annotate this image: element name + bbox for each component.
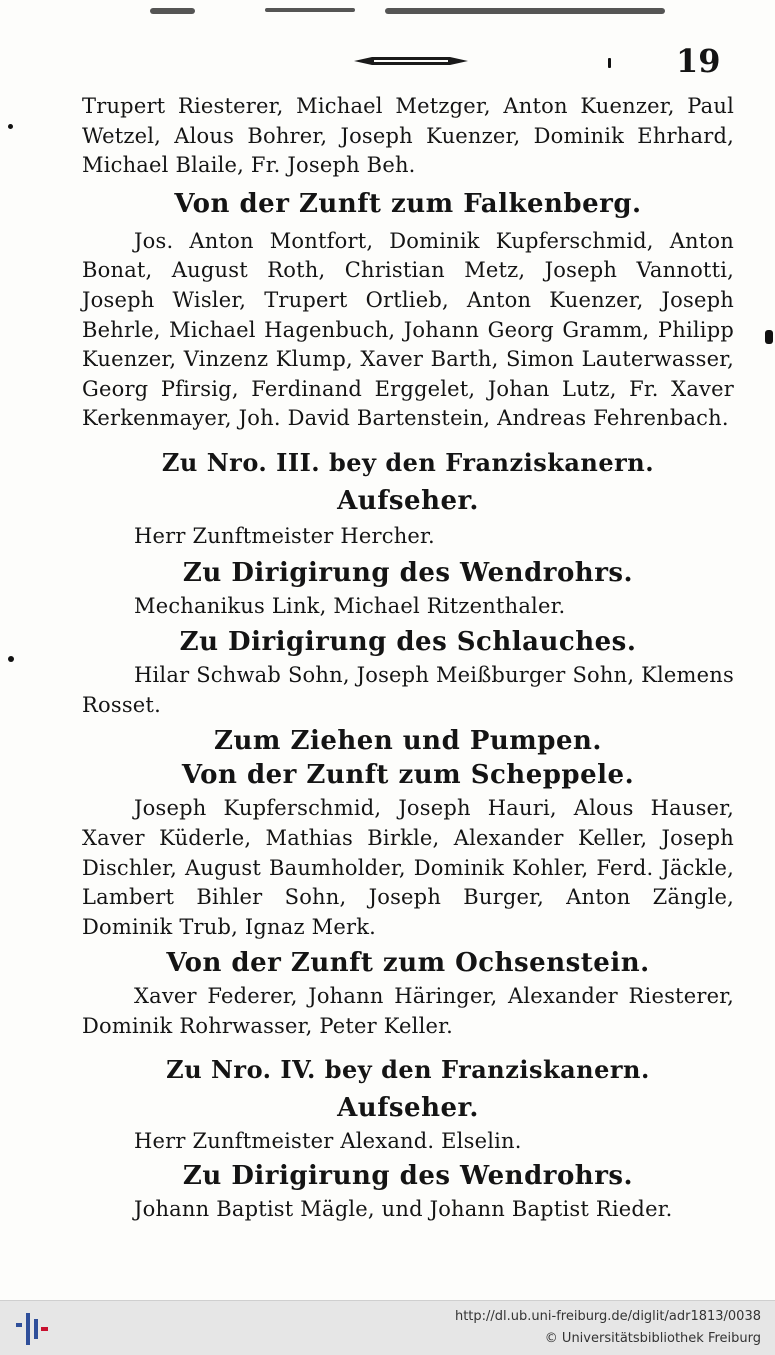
university-library-logo-icon: [12, 1309, 52, 1349]
section-heading: Zu Nro. III. bey den Franziskanern.: [161, 447, 655, 477]
ink-speck: [8, 124, 13, 129]
paragraph: Joseph Kupferschmid, Joseph Hauri, Alous Hauser, Xaver Küderle, Mathias Birkle, Alexander Keller, Joseph Dischler, August Baumholder, Dominik Kohler, Ferd. Jäckle, Lambert Bihler Sohn, Joseph Burger, Anton Zängle, Dominik Trub, Ignaz Merk.: [82, 796, 734, 939]
paragraph: Xaver Federer, Johann Häringer, Alexander Riesterer, Dominik Rohrwasser, Peter Keller.: [82, 984, 734, 1038]
paragraph: Jos. Anton Montfort, Dominik Kupferschmid, Anton Bonat, August Roth, Christian Metz, Joseph Vannotti, Joseph Wisler, Trupert Ortlieb, Anton Kuenzer, Joseph Behrle, Michael Hagenbuch, Johann Georg Gramm, Philipp Kuenzer, Vinzenz Klump, Xaver Barth, Simon Lauterwasser, Georg Pfirsig, Ferdinand Erggelet, Johan Lutz, Fr. Xaver Kerkenmayer, Joh. David Bartenstein, Andreas Fehrenbach.: [82, 228, 734, 431]
section-heading: Zum Ziehen und Pumpen.: [214, 726, 602, 757]
paragraph: Hilar Schwab Sohn, Joseph Meißburger Sohn, Klemens Rosset.: [82, 663, 734, 717]
section-heading: Aufseher.: [337, 1093, 479, 1124]
ink-speck: [765, 330, 773, 344]
source-url-link[interactable]: http://dl.ub.uni-freiburg.de/diglit/adr1813/0038: [454, 1309, 761, 1324]
header-ornament: [352, 55, 470, 67]
paragraph: Herr Zunftmeister Hercher.: [134, 523, 435, 548]
top-edge-ink: [385, 8, 665, 14]
paragraph: Mechanikus Link, Michael Ritzenthaler.: [134, 593, 566, 618]
section-heading: Aufseher.: [337, 485, 479, 516]
ink-speck: [8, 656, 14, 662]
paragraph: Trupert Riesterer, Michael Metzger, Anton Kuenzer, Paul Wetzel, Alous Bohrer, Joseph Kuenzer, Dominik Ehrhard, Michael Blaile, Fr. Joseph Beh.: [82, 94, 734, 178]
paragraph: Johann Baptist Mägle, und Johann Baptist Rieder.: [134, 1197, 673, 1222]
section-heading: Zu Dirigirung des Wendrohrs.: [182, 1161, 634, 1192]
top-edge-ink: [265, 8, 355, 12]
section-heading: Von der Zunft zum Ochsenstein.: [166, 948, 650, 979]
section-heading: Zu Nro. IV. bey den Franziskanern.: [166, 1055, 650, 1085]
copyright-text: © Universitätsbibliothek Freiburg: [544, 1331, 761, 1346]
page-text: [82, 92, 734, 1225]
page-number: 19: [676, 42, 721, 80]
top-edge-ink: [150, 8, 195, 14]
library-footer: [0, 1300, 775, 1355]
section-heading: Zu Dirigirung des Schlauches.: [179, 627, 637, 658]
ink-speck: [608, 58, 611, 68]
section-heading: Von der Zunft zum Falkenberg.: [174, 188, 642, 219]
paragraph: Herr Zunftmeister Alexand. Elselin.: [134, 1129, 522, 1154]
section-heading: Von der Zunft zum Scheppele.: [181, 760, 635, 791]
section-heading: Zu Dirigirung des Wendrohrs.: [182, 557, 634, 588]
